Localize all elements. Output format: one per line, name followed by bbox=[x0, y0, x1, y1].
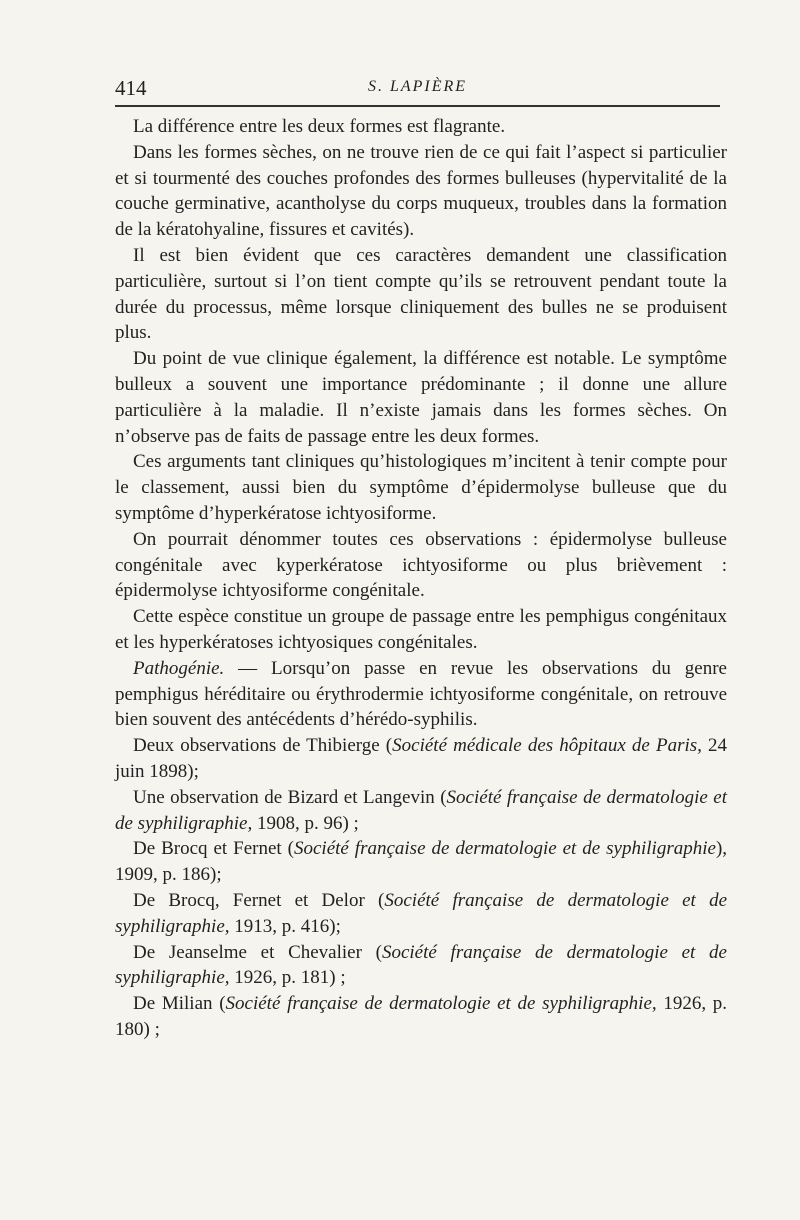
reference-source: Société française de dermatologie et de syphiligraphie, bbox=[115, 786, 727, 834]
reference-text: De Jeanselme et Chevalier ( bbox=[133, 941, 382, 963]
pathogeny-heading: Pathogénie. bbox=[133, 657, 225, 679]
running-head bbox=[115, 76, 720, 100]
reference-source: Société française de dermatologie et de syphiligraphie, bbox=[115, 941, 727, 989]
reference-date: 1913, p. 416); bbox=[229, 915, 341, 937]
reference-jeanselme-chevalier bbox=[115, 940, 727, 992]
reference-text: Deux observations de Thibierge ( bbox=[133, 735, 393, 757]
paragraph-naming: On pourrait dénommer toutes ces observations : épidermolyse bulleuse congénitale avec kyperkératose ichtyosiforme ou plus brièvement : épidermolyse ichtyosiforme congénitale. bbox=[115, 528, 727, 602]
reference-source: Société médicale des hôpitaux de Paris, bbox=[392, 735, 702, 757]
paragraph-difference: La différence entre les deux formes est flagrante. bbox=[133, 116, 506, 137]
reference-brocq-fernet bbox=[115, 836, 727, 888]
paragraph-species: Cette espèce constitue un groupe de passage entre les pemphigus congénitaux et les hyperkératoses ichtyosiques congénitales. bbox=[115, 606, 727, 653]
reference-brocq-fernet-delor bbox=[115, 888, 727, 940]
reference-date: 1926, p. 180) ; bbox=[115, 993, 728, 1040]
reference-date: 1926, p. 181) ; bbox=[229, 967, 346, 989]
paragraph-pathogeny bbox=[115, 656, 727, 733]
running-title: S. LAPIÈRE bbox=[367, 78, 468, 95]
paragraph-classification: Il est bien évident que ces caractères demandent une classification particulière, surtout si l’on tient compte qu’ils se retrouvent pendant toute la durée du processus, même lorsque cliniquement des bulles ne se produisent plus. bbox=[115, 244, 727, 344]
reference-text: De Brocq et Fernet ( bbox=[133, 838, 294, 860]
reference-date: 24 juin 1898); bbox=[115, 735, 728, 782]
pathogeny-text: — Lorsqu’on passe en revue les observations du genre pemphigus héréditaire ou érythrodermie ichtyosiforme congénitale, on retrouve bien souvent des antécédents d’hérédo-syphilis. bbox=[115, 657, 727, 731]
reference-source: Société française de dermatologie et de syphiligraphie, bbox=[225, 993, 657, 1015]
reference-date: 1908, p. 96) ; bbox=[252, 812, 359, 834]
reference-date: ), 1909, p. 186); bbox=[115, 838, 728, 886]
body-text bbox=[115, 114, 727, 1043]
page-number: 414 bbox=[115, 76, 147, 100]
reference-source: Société française de dermatologie et de syphiligraphie, bbox=[115, 889, 727, 937]
reference-text: Une observation de Bizard et Langevin ( bbox=[133, 786, 447, 808]
reference-text: De Milian ( bbox=[133, 993, 226, 1015]
paragraph-dry-forms: Dans les formes sèches, on ne trouve rien de ce qui fait l’aspect si particulier et si tourmenté des couches profondes des formes bulleuses (hypervitalité de la couche germinative, acantholyse du corps muqueux, troubles dans la formation de la kératohyaline, fissures et cavités). bbox=[115, 141, 727, 241]
paragraph-arguments: Ces arguments tant cliniques qu’histologiques m’incitent à tenir compte pour le classement, aussi bien du symptôme d’épidermolyse bulleuse que du symptôme d’hyperkératose ichtyosiforme. bbox=[115, 451, 727, 524]
reference-thibierge bbox=[115, 733, 727, 785]
header-rule bbox=[115, 105, 720, 107]
reference-source: Société française de dermatologie et de syphiligraphie bbox=[293, 838, 716, 860]
reference-bizard-langevin bbox=[115, 785, 727, 837]
reference-milian bbox=[115, 991, 727, 1043]
reference-text: De Brocq, Fernet et Delor ( bbox=[133, 889, 385, 911]
paragraph-clinical: Du point de vue clinique également, la différence est notable. Le symptôme bulleux a souvent une importance prédominante ; il donne une allure particulière à la maladie. Il n’existe jamais dans les formes sèches. On n’observe pas de faits de passage entre les deux formes. bbox=[115, 348, 727, 447]
